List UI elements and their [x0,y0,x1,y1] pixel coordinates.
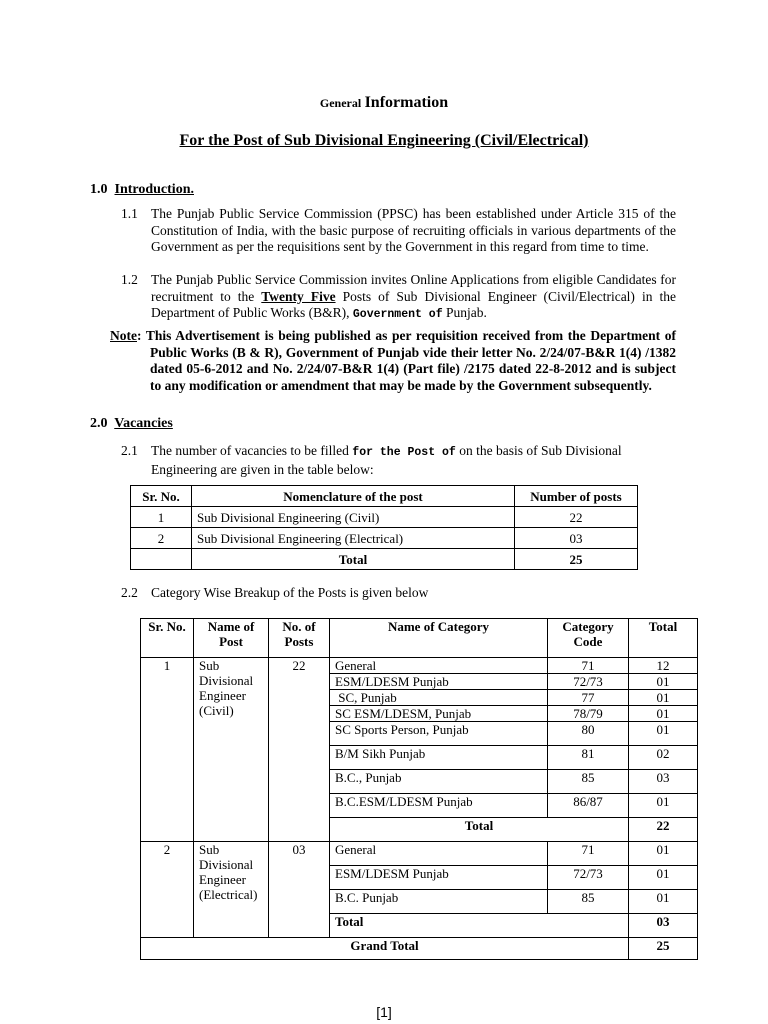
cell-code: 77 [548,690,629,706]
cell-total: 03 [629,770,698,794]
paragraph-1-1 [121,206,676,256]
paragraph-2-1-text [151,443,641,478]
paragraph-1-2-text [151,272,676,324]
col-header-number: Number of posts [515,486,638,507]
cell-post-count: 03 [269,842,330,938]
paragraph-2-1-number: 2.1 [121,443,138,458]
grand-total-value: 25 [629,938,698,960]
cell-total: 01 [629,706,698,722]
cell-code: 72/73 [548,674,629,690]
cell-post-count: 22 [269,658,330,842]
cell-sr: 1 [131,507,192,528]
cell-total: 01 [629,890,698,914]
cell-category: SC ESM/LDESM, Punjab [330,706,548,722]
total-value: 25 [515,549,638,570]
p12-mono: Government of [352,308,443,322]
paragraph-2-2 [121,585,641,602]
cell-code: 71 [548,658,629,674]
cell-code: 85 [548,770,629,794]
cell-total: 01 [629,842,698,866]
p12-part-a: The Punjab Public Service Commission invites Online Applications from eligible Candidates for recruitment to the [151,272,676,304]
vacancies-table [130,485,638,570]
cell-post-name: Sub Divisional Engineer (Civil) [194,658,269,842]
col-header-post: Name of Post [194,619,269,658]
total-label: Total [192,549,515,570]
cell-post-name: Sub Divisional Engineer (Electrical) [194,842,269,938]
p12-part-b: Posts of Sub Divisional Engineer (Civil/Electrical) in the Department of Public Works (B&R), [151,288,676,321]
cell-category: General [330,842,548,866]
document-subtitle: For the Post of Sub Divisional Engineering (Civil/Electrical) [179,132,589,149]
cell-category: SC Sports Person, Punjab [330,722,548,746]
cell-post: Sub Divisional Engineering (Civil) [192,507,515,528]
cell-total: 12 [629,658,698,674]
cell-code: 78/79 [548,706,629,722]
cell-total: 01 [629,690,698,706]
group-total-value: 22 [629,818,698,842]
title-small-word: General [319,96,362,110]
section-2-heading [90,416,173,432]
cell-category: B.C., Punjab [330,770,548,794]
group-total-label: Total [330,914,629,938]
category-breakup-table [140,618,698,960]
cell-category: ESM/LDESM Punjab [330,866,548,890]
cell-sr: 2 [141,842,194,938]
table-row [131,528,638,549]
cell-count: 03 [515,528,638,549]
cell-total: 01 [629,722,698,746]
table-row [141,842,698,866]
p12-part-c: Punjab. [442,305,487,321]
table-row [131,507,638,528]
cell-total: 02 [629,746,698,770]
cell-category: General [330,658,548,674]
section-1-title: Introduction. [114,182,194,197]
col-header-posts: No. of Posts [269,619,330,658]
paragraph-2-1 [121,443,641,478]
section-1-heading [90,182,194,198]
cell-total: 01 [629,794,698,818]
paragraph-2-2-text: Category Wise Breakup of the Posts is given below [151,585,429,600]
paragraph-1-2-number: 1.2 [121,272,138,287]
cell-code: 86/87 [548,794,629,818]
table-header-row [131,486,638,507]
cell-code: 71 [548,842,629,866]
paragraph-1-1-text: The Punjab Public Service Commission (PPSC) has been established under Article 315 of the Constitution of India, with the basic purpose of recruiting officials in various departments of the Government as per the requisitions sent by the Government in this regard from time to time. [151,206,676,255]
paragraph-1-2 [121,272,676,324]
p21-part-a: The number of vacancies to be filled [151,443,353,458]
cell-code: 72/73 [548,866,629,890]
table-row [141,658,698,674]
cell-code: 85 [548,890,629,914]
cell-category: B/M Sikh Punjab [330,746,548,770]
page-number: [1] [376,1004,392,1020]
cell-category: SC, Punjab [330,690,548,706]
p12-bold: Twenty Five [261,288,336,304]
p21-mono: for the Post of [352,446,456,459]
title-big-word: Information [364,94,449,111]
paragraph-1-1-number: 1.1 [121,206,138,221]
p21-part-b: on the basis of Sub Divisional Engineering are given in the table below: [151,443,622,477]
cell-category: B.C. Punjab [330,890,548,914]
grand-total-row [141,938,698,960]
cell-sr: 1 [141,658,194,842]
section-2-number: 2.0 [90,416,108,431]
note-label: Note [110,328,137,343]
col-header-category: Name of Category [330,619,548,658]
grand-total-label: Grand Total [141,938,629,960]
col-header-sr: Sr. No. [141,619,194,658]
section-2-title: Vacancies [114,416,173,431]
cell-category: ESM/LDESM Punjab [330,674,548,690]
cell-code: 81 [548,746,629,770]
cell-sr: 2 [131,528,192,549]
col-header-sr: Sr. No. [131,486,192,507]
cell-total: 01 [629,866,698,890]
col-header-total: Total [629,619,698,658]
cell-code: 80 [548,722,629,746]
col-header-nomenclature: Nomenclature of the post [192,486,515,507]
col-header-code: Category Code [548,619,629,658]
note-text: : This Advertisement is being published as per requisition received from the Department of Public Works (B & R), Government of Punjab vide their letter No. 2/24/07-B&R 1(4) /1382 dated 05-6-2012 and No. 2/24/07-B&R 1(4) (Part file) /2175 dated 22-8-2012 and is subject to any modification or amendment that may be made by the Government subsequently. [137,328,676,393]
group-total-value: 03 [629,914,698,938]
group-total-label: Total [330,818,629,842]
note-paragraph [110,328,676,394]
paragraph-2-2-number: 2.2 [121,585,138,600]
section-1-number: 1.0 [90,182,108,197]
cell-post: Sub Divisional Engineering (Electrical) [192,528,515,549]
cell-total: 01 [629,674,698,690]
document-title [0,94,768,112]
cell-category: B.C.ESM/LDESM Punjab [330,794,548,818]
cell-count: 22 [515,507,638,528]
table-total-row [131,549,638,570]
table-header-row [141,619,698,658]
